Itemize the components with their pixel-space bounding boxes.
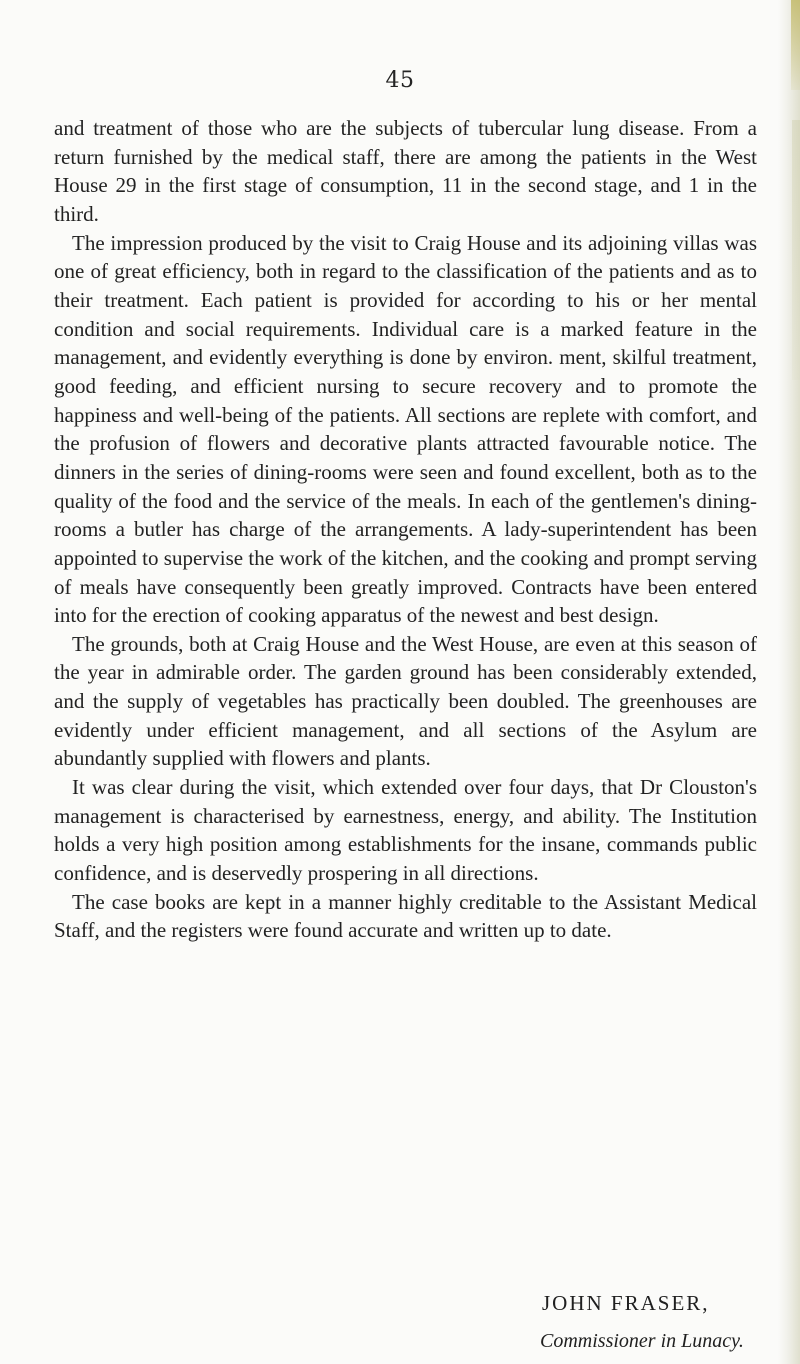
signatory-name: JOHN FRASER,	[542, 1291, 710, 1315]
paragraph-5: The case books are kept in a manner highly creditable to the Assistant Medical Staff, and the registers were found accurate and written up to date.	[54, 889, 757, 943]
signature-block	[534, 1289, 764, 1355]
paragraph-2: The impression produced by the visit to Craig House and its adjoining villas was one of great efficiency, both in regard to the classification of the patients and as to their treatment. Each patient is provided for according to his or her mental condition and social requirements. Individual care is a marked feature in the management, and evidently everything is done by environ. ment, skilful treatment, good feeding, and efficient nursing to secure recovery and to promote the happiness and well-being of the patients. All sections are replete with comfort, and the profusion of flowers and decorative plants attracted favourable notice. The dinners in the series of dining-rooms were seen and found excellent, both as to the quality of the food and the service of the meals. In each of the gentlemen's dining-rooms a butler has charge of the arrangements. A lady-superintendent has been appointed to supervise the work of the kitchen, and the cooking and prompt serving of meals have consequently been greatly improved. Contracts have been entered into for the erection of cooking apparatus of the newest and best design.	[54, 230, 757, 628]
page-edge-stain	[792, 120, 800, 380]
paragraph-3: The grounds, both at Craig House and the West House, are even at this season of the year in admirable order. The garden ground has been considerably extended, and the supply of vegetables has practically been doubled. The greenhouses are evidently under efficient management, and all sections of the Asylum are abundantly supplied with flowers and plants.	[54, 631, 757, 771]
signatory-title: Commissioner in Lunacy.	[540, 1330, 744, 1352]
paragraph-4: It was clear during the visit, which extended over four days, that Dr Clouston's management is characterised by earnestness, energy, and ability. The Institution holds a very high position among establishments for the insane, commands public confidence, and is deservedly prospering in all directions.	[54, 775, 757, 886]
body-text	[54, 114, 757, 945]
page-number: 45	[385, 68, 415, 93]
paragraph-1: and treatment of those who are the subjects of tubercular lung disease. From a return furnished by the medical staff, there are among the patients in the West House 29 in the first stage of consumption, 11 in the second stage, and 1 in the third.	[54, 116, 757, 226]
